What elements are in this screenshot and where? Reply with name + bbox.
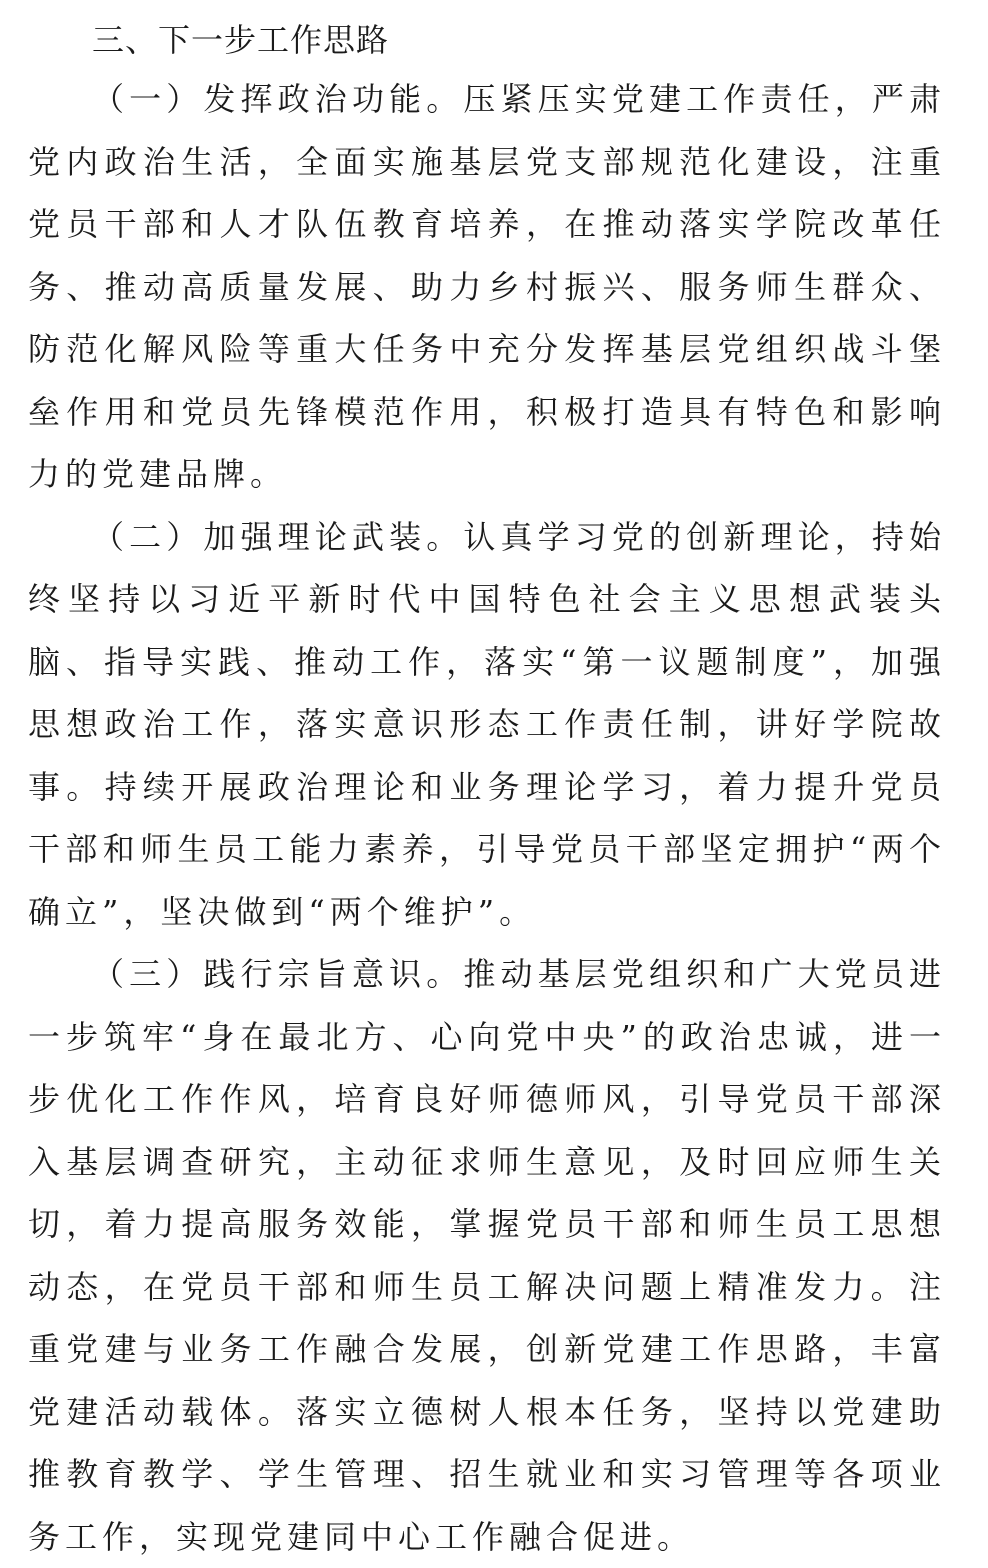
paragraph-1-body: 压紧压实党建工作责任，严肃党内政治生活，全面实施基层党支部规范化建设，注重党员干部和人才队伍教育培养，在推动落实学院改革任务、推动高质量发展、助力乡村振兴、服务师生群众、防范化解风险等重大任务中充分发挥基层党组织战斗堡垒作用和党员先锋模范作用，积极打造具有特色和影响力的党建品牌。 — [28, 80, 946, 493]
paragraph-3-body: 推动基层党组织和广大党员进一步筑牢“身在最北方、心向党中央”的政治忠诚，进一步优化工作作风，培育良好师德师风，引导党员干部深入基层调查研究，主动征求师生意见，及时回应师生关切，着力提高服务效能，掌握党员干部和师生员工思想动态，在党员干部和师生员工解决问题上精准发力。注重党建与业务工作融合发展，创新党建工作思路，丰富党建活动载体。落实立德树人根本任务，坚持以党建助推教育教学、学生管理、招生就业和实习管理等各项业务工作，实现党建同中心工作融合促进。 — [28, 955, 946, 1556]
paragraph-1-title: （一）发挥政治功能。 — [92, 80, 464, 118]
section-heading: 三、下一步工作思路 — [92, 21, 390, 59]
paragraph-3-title: （三）践行宗旨意识。 — [92, 955, 464, 993]
paragraph-2-title: （二）加强理论武装。 — [92, 517, 464, 556]
paragraph-2-body: 认真学习党的创新理论，持始终坚持以习近平新时代中国特色社会主义思想武装头脑、指导实践、推动工作，落实“第一议题制度”，加强思想政治工作，落实意识形态工作责任制，讲好学院故事。持续开展政治理论和业务理论学习，着力提升党员干部和师生员工能力素养，引导党员干部坚定拥护“两个确立”，坚决做到“两个维护”。 — [28, 517, 946, 931]
paragraph-1 — [28, 68, 946, 506]
paragraph-3 — [28, 943, 946, 1568]
paragraph-2 — [28, 506, 946, 944]
